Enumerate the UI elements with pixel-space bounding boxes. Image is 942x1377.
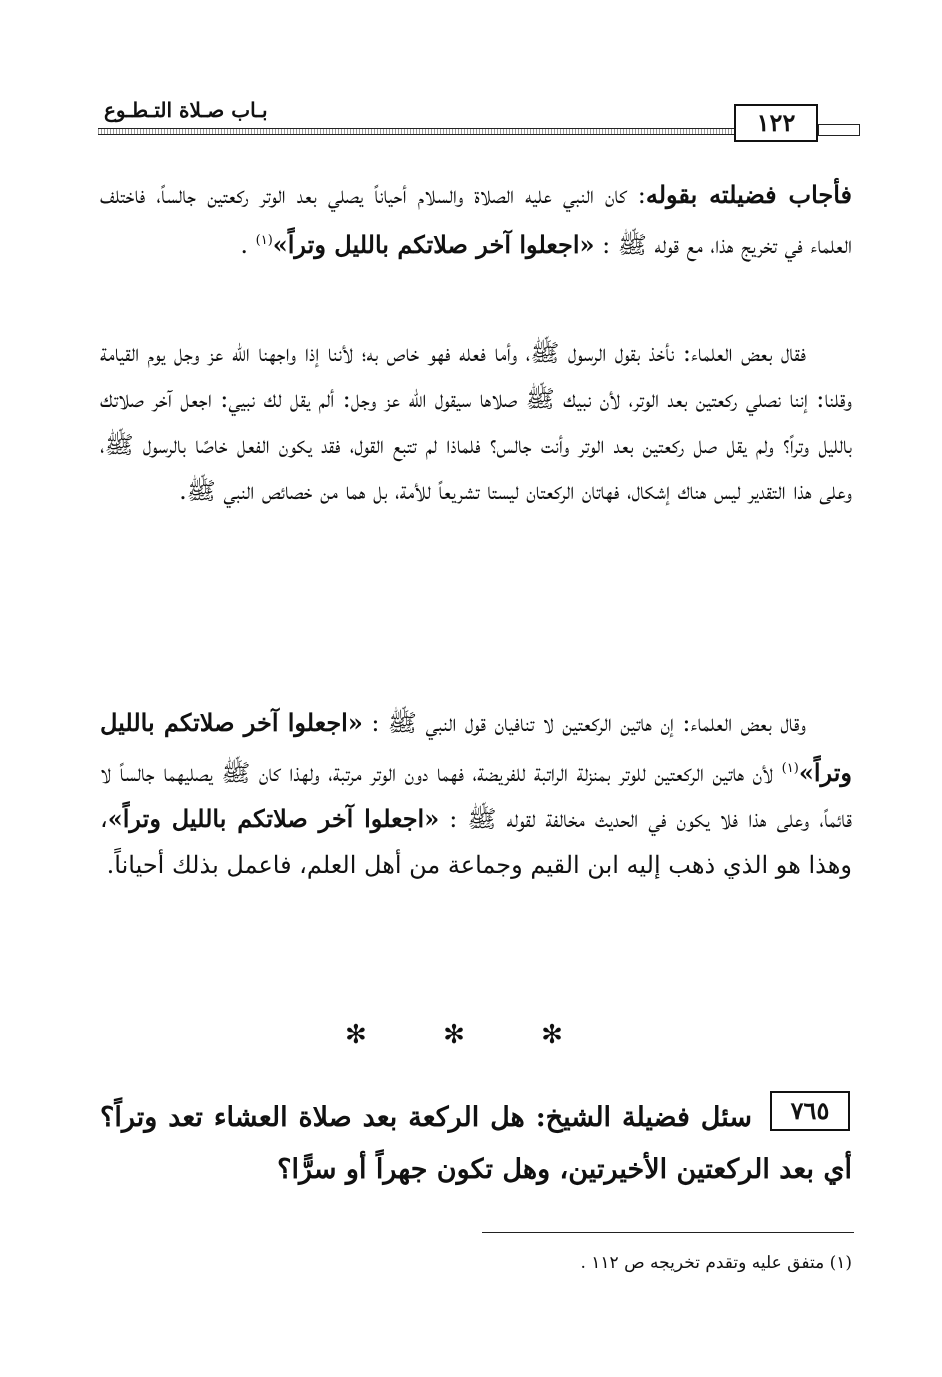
footnote-ref: (١) (781, 761, 799, 776)
paragraph-text: وقال بعض العلماء: إن هاتين الركعتين لا تنافيان قول النبي ﷺ : (362, 709, 806, 737)
paragraph-text: فقال بعض العلماء: نأخذ بقول الرسول ﷺ، وأما فعله فهو خاص به؛ لأننا إذا واجهنا الله عز وجل يوم القيامة وقلنا: إننا نصلي ركعتين بعد الوتر، لأن نبيك ﷺ صلاها سيقول الله عز وجل: ألم يقل لك نبيي: اجعل آخر صلاتك بالليل وتراً؟ ولم يقل صل ركعتين بعد الوتر وأنت جالس؟ فلماذا لم تتبع القول، فقد يكون الفعل خاصًا بالرسول ﷺ، وعلى هذا التقدير ليس هناك إشكال، فهاتان الركعتان ليستا تشريعاً للأمة، بل هما من خصائص النبي ﷺ. (100, 339, 852, 505)
page-number: ١٢٢ (734, 104, 818, 142)
footnote-ref: (١) (255, 233, 273, 248)
answer-paragraph-2 (100, 330, 852, 514)
hadith-quote: «اجعلوا آخر صلاتكم بالليل وتراً» (107, 804, 440, 833)
answer-paragraph-3 (100, 700, 852, 888)
question-text: سئل فضيلة الشيخ: هل الركعة بعد صلاة العشاء تعد وتراً؟ أي بعد الركعتين الأخيرتين، وهل تكون جهراً أو سرًّا؟ (100, 1102, 852, 1185)
paragraph-text: ، وهذا هو الذي ذهب إليه ابن القيم وجماعة من أهل العلم، فاعمل بذلك أحياناً. (100, 805, 852, 879)
section-title: بـاب صـلاة التـطـوع (98, 98, 274, 122)
paragraph-tail: . (240, 231, 256, 259)
running-header (98, 98, 858, 148)
question-number: ٧٦٥ (770, 1091, 850, 1131)
footnote: (١) متفق عليه وتقدم تخريجه ص ١١٢ . (580, 1253, 852, 1273)
section-separator: ✻ ✻ ✻ (345, 1020, 597, 1050)
hadith-quote: «اجعلوا آخر صلاتكم بالليل وتراً» (272, 230, 595, 259)
hadith-quote: «اجعلوا آخر صلاتكم بالليل وتراً» (100, 708, 852, 787)
paragraph-text: : كان النبي عليه الصلاة والسلام أحياناً يصلي بعد الوتر ركعتين جالساً، فاختلف العلماء في تخريج هذا، مع قوله ﷺ : (100, 181, 852, 259)
footnote-rule (482, 1232, 854, 1233)
answer-paragraph-1 (100, 172, 852, 268)
paragraph-text: لأن هاتين الركعتين للوتر بمنزلة الراتبة للفريضة، فهما دون الوتر مرتبة، ولهذا كان ﷺ يصليهما جالساً لا قائماً، وعلى هذا فلا يكون في الحديث مخالفة لقوله ﷺ : (100, 759, 853, 833)
header-ornament (818, 124, 860, 136)
answer-lead: فأجاب فضيلته بقوله (645, 180, 853, 209)
